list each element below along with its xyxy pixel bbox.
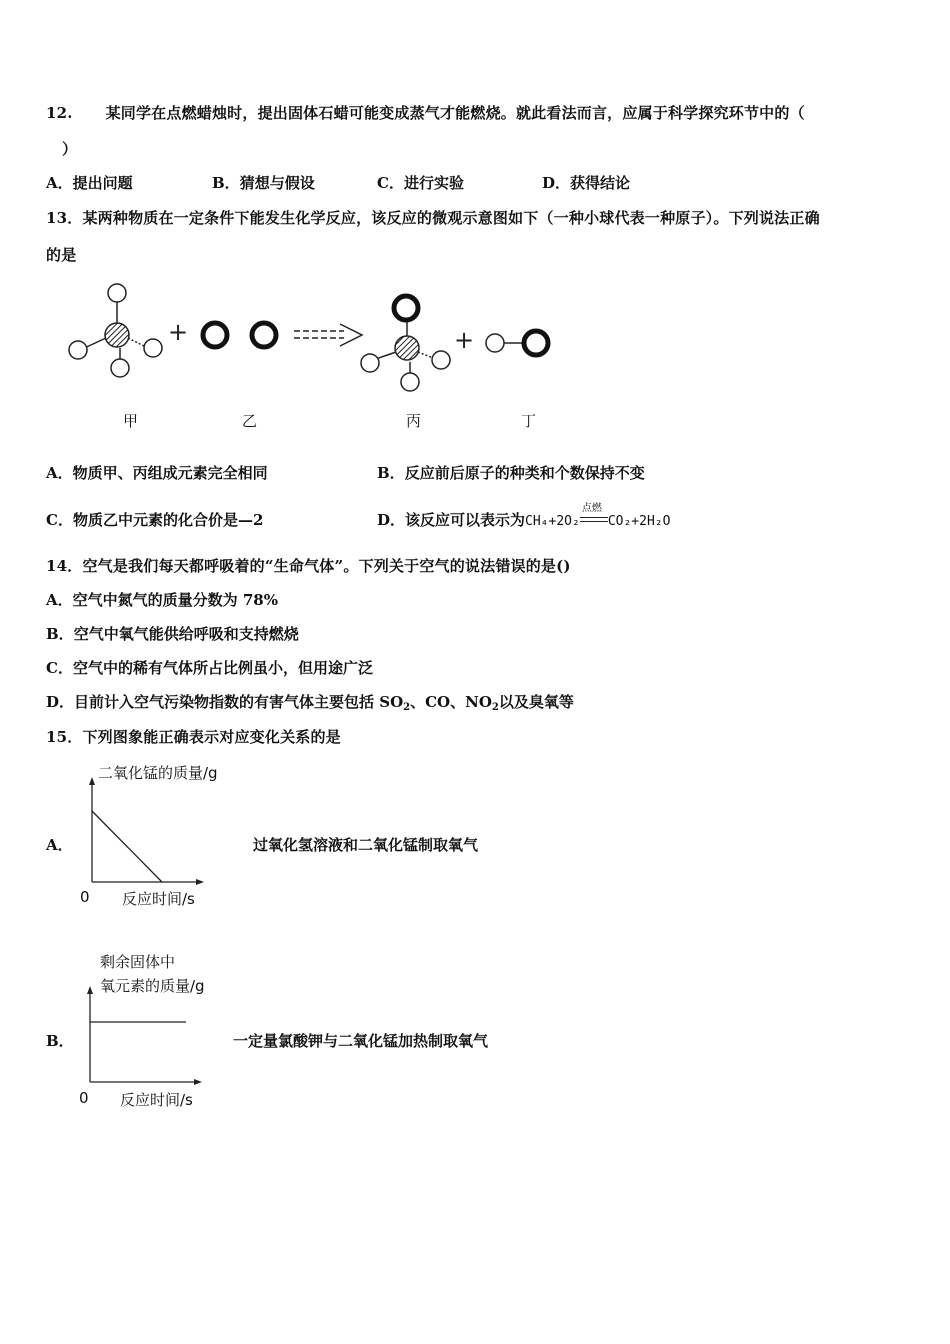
q14-option-b[interactable]: B．空气中氧气能供给呼吸和支持燃烧 [46,625,299,643]
q14-stem: 14．空气是我们每天都呼吸着的“生命气体”。下列关于空气的说法错误的是() [46,557,571,575]
plus-sign-1: + [168,318,189,346]
graph-b-ylabel-line2: 氧元素的质量/g [100,977,205,995]
plus-sign-2: + [454,326,475,354]
graph-b-caption: 一定量氯酸钾与二氧化锰加热制取氧气 [233,1032,489,1050]
q12-text: 某同学在点燃蜡烛时，提出固体石蜡可能变成蒸气才能燃烧。就此看法而言，应属于科学探究环节中的（ [105,104,805,122]
q15-option-a-letter[interactable]: A． [46,836,73,854]
q12-close-paren: ） [62,140,78,158]
q13-option-a[interactable]: A．物质甲、丙组成元素完全相同 [46,464,268,482]
q13-option-c[interactable]: C．物质乙中元素的化合价是—2 [46,511,264,529]
graph-b-xlabel: 反应时间/s [120,1091,193,1109]
q15-stem: 15．下列图象能正确表示对应变化关系的是 [46,728,341,746]
q13-stem-line1: 13．某两种物质在一定条件下能发生化学反应，该反应的微观示意图如下（一种小球代表一种原子）。下列说法正确 [46,209,820,227]
q13-option-d[interactable]: D．该反应可以表示为CH₄+2O₂ 点燃 CO₂+2H₂O [377,503,671,529]
molecule-bing [361,296,450,391]
q14-option-c[interactable]: C．空气中的稀有气体所占比例虽小，但用途广泛 [46,659,373,677]
reaction-diagram [60,278,620,428]
graph-a [80,775,210,885]
q13-stem-line2: 的是 [46,246,77,264]
equation-left: CH₄+2O₂ [525,514,580,529]
molecule-jia [69,284,162,377]
q12-stem [46,102,805,123]
graph-a-line [92,811,162,882]
q15-option-b-letter[interactable]: B． [46,1032,74,1050]
q12-number: 12. [46,104,73,122]
graph-b-origin: 0 [79,1089,89,1107]
graph-a-caption: 过氧化氢溶液和二氧化锰制取氧气 [253,836,479,854]
molecule-ding [486,331,548,355]
graph-b-ylabel-line1: 剩余固体中 [100,953,176,971]
reaction-arrow [294,324,362,346]
equation-right: CO₂+2H₂O [607,514,671,529]
label-ding: 丁 [521,412,537,430]
q14-option-d[interactable]: D．目前计入空气污染物指数的有害气体主要包括 $SO_2$、CO、$NO_2$以及臭氧等 [46,693,574,713]
q14-option-a[interactable]: A．空气中氮气的质量分数为 78% [46,591,278,609]
label-yi: 乙 [242,412,258,430]
graph-a-origin: 0 [80,888,90,906]
q12-option-d[interactable]: D．获得结论 [542,174,631,192]
equation-condition: 点燃 [580,514,608,528]
graph-a-xlabel: 反应时间/s [122,890,195,908]
label-bing: 丙 [406,412,422,430]
graph-a-ylabel: 二氧化锰的质量/g [98,764,218,782]
label-jia: 甲 [123,412,139,430]
q12-option-b[interactable]: B．猜想与假设 [212,174,315,192]
q12-option-c[interactable]: C．进行实验 [377,174,464,192]
graph-b [78,984,208,1084]
q13-option-b[interactable]: B．反应前后原子的种类和个数保持不变 [377,464,645,482]
molecule-yi [203,323,276,347]
q12-option-a[interactable]: A．提出问题 [46,174,133,192]
